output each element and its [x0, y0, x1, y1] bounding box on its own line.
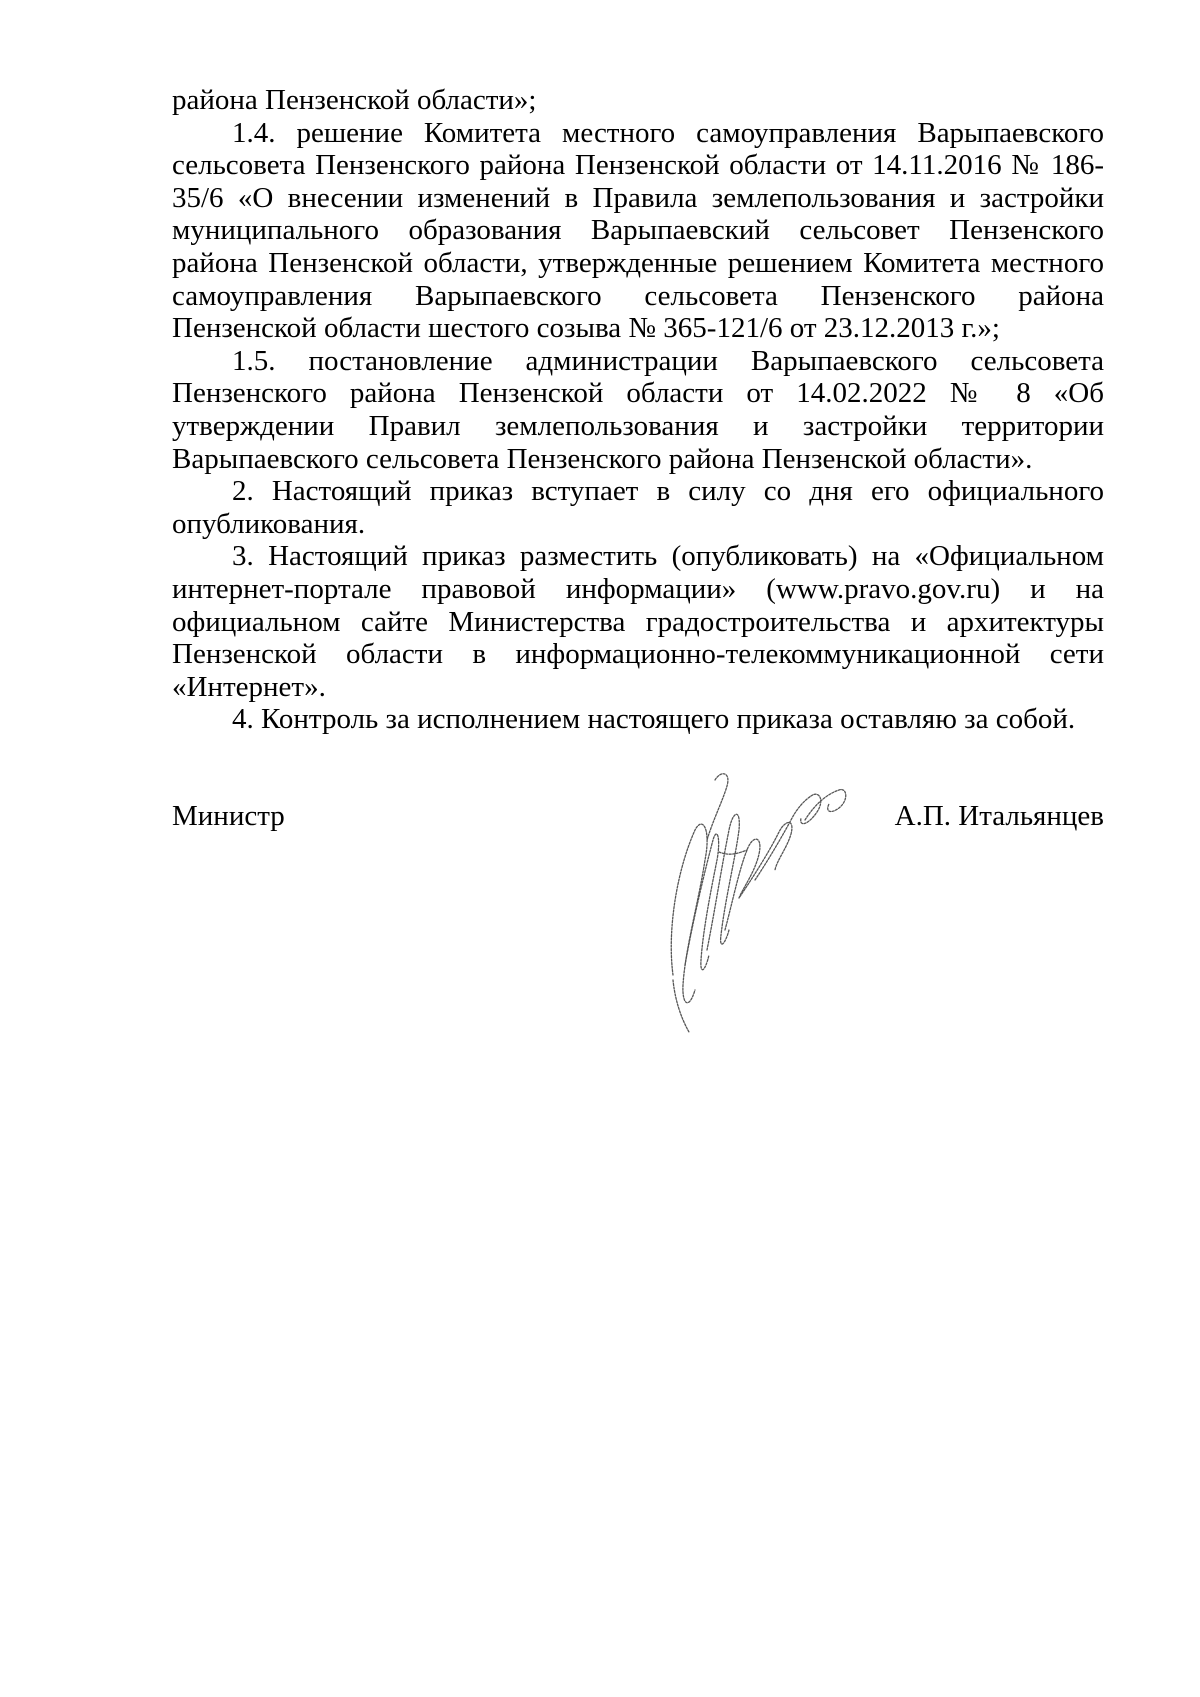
paragraph-item-2: 2. Настоящий приказ вступает в силу со дня его официального опубликования. — [172, 475, 1104, 540]
paragraph-item-4: 4. Контроль за исполнением настоящего приказа оставляю за собой. — [232, 703, 1076, 736]
paragraph-item-1-5: 1.5. постановление администрации Варыпаевского сельсовета Пензенского района Пензенской области от 14.02.2022 № 8 «Об утверждении Правил землепользования и застройки территории Варыпаевского сельсовета Пензенского района Пензенской области». — [172, 344, 1104, 475]
signature-block — [172, 800, 1104, 840]
handwritten-signature — [655, 760, 855, 1050]
signatory-name: А.П. Итальянцев — [894, 800, 1104, 832]
paragraph-item-3: 3. Настоящий приказ разместить (опубликовать) на «Официальном интернет-портале правовой информации» (www.pravo.gov.ru) и на официальном сайте Министерства градостроительства и архитектуры Пензенской области в информационно-телекоммуникационной сети «Интернет». — [172, 540, 1104, 703]
signatory-title: Министр — [172, 800, 285, 832]
document-body — [172, 84, 1104, 736]
paragraph-continuation: района Пензенской области»; — [172, 84, 537, 116]
paragraph-item-1-4: 1.4. решение Комитета местного самоуправления Варыпаевского сельсовета Пензенского района Пензенской области от 14.11.2016 № 186-35/6 «О внесении изменений в Правила землепользования и застройки муниципального образования Варыпаевский сельсовет Пензенского района Пензенской области, утвержденные решением Комитета местного самоуправления Варыпаевского сельсовета Пензенского района Пензенской области шестого созыва № 365-121/6 от 23.12.2013 г.»; — [172, 116, 1104, 345]
